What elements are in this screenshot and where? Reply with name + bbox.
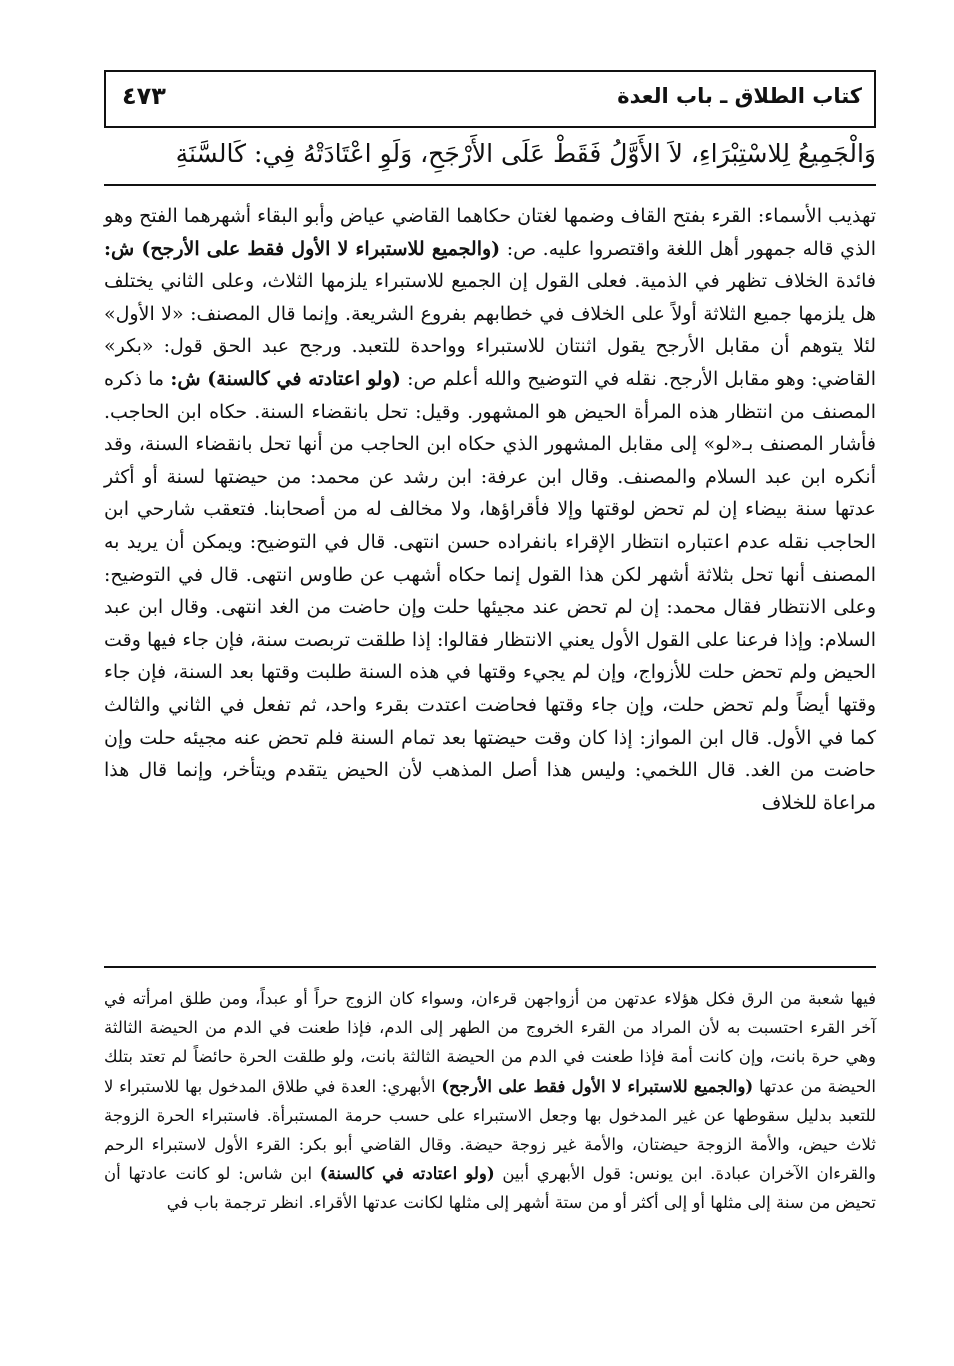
- page-header: [104, 70, 876, 128]
- commentary-text-2: فائدة الخلاف تظهر في الذمية. فعلى القول إن الجميع للاستبراء يلزمها الثلاث، وعلى الثاني يختلف هل يلزمها جميع الثلاثة أولاً على الخلاف في خطابهم بفروع الشريعة. وإنما قال المصنف: «لا الأول» لئلا يتوهم أن مقابل الأرجح يقول اثنتان للاستبراء وواحدة للتعبد. ورجح عبد الحق قول: «بكر» القاضي: وهو مقابل الأرجح. نقله في التوضيح والله أعلم ص:: [104, 270, 876, 390]
- footnote-text-3: ابن شاس: لو كانت عادتها أن تحيض من سنة إلى مثلها أو إلى أكثر أو من ستة أشهر إلى مثلها لكانت عدتها الأقراء. انظر ترجمة باب في: [104, 1164, 876, 1213]
- running-title: كتاب الطلاق ـ باب العدة: [617, 84, 862, 108]
- commentary-text-3: ما ذكره المصنف من انتظار هذه المرأة الحيض هو المشهور. وقيل: تحل بانقضاء السنة. حكاه ابن الحاجب. فأشار المصنف بـ«لو» إلى مقابل المشهور الذي حكاه ابن الحاجب من أنها تحل بانقضاء السنة، وقد أنكره ابن عبد السلام والمصنف. وقال ابن عرفة: ابن رشد عن محمد: من حيضتها لسنة أو أكثر عدتها سنة بيضاء إن لم تحض لوقتها وإلا فأقراؤها، ولا مخالف له من أصحابنا. فتعقب شارحي ابن الحاجب نقله عدم اعتباره انتظار الإقراء بانفراده حسن انتهى. قال في التوضيح: ويمكن أن يريد به المصنف أنها تحل بثلاثة أشهر لكن هذا القول إنما حكاه أشهب عن طاوس انتهى. قال في التوضيح: وعلى الانتظار فقال محمد: إن لم تحض عند مجيئها حلت وإن حاضت من الغد انتهى. وقال ابن عبد السلام: وإذا فرعنا على القول الأول يعني الانتظار فقالوا: إذا طلقت تربصت سنة، فإن جاء فيها وقت الحيض ولم تحض حلت للأزواج، وإن لم يجيء وقتها في هذه السنة طلبت وقتها بعد السنة، فإن جاء وقتها أيضاً ولم تحض حلت، وإن جاء وقتها فحاضت اعتدت بقرء واحد، ثم تفعل في الثاني والثالث كما في الأول. قال ابن المواز: إذا كان وقت حيضتها بعد تمام السنة فلم تحض عنه مجيئه حلت وإن حاضت من الغد. قال اللخمي: وليس هذا أصل المذهب لأن الحيض يتقدم ويتأخر، وإنما قال هذا مراعاة للخلاف: [104, 367, 876, 814]
- commentary-quote-2: (ولو اعتادته في كالسنة) ش:: [170, 367, 401, 390]
- divider-top: [104, 184, 876, 186]
- commentary-text-1: تهذيب الأسماء: القرء بفتح القاف وضمها لغتان حكاهما القاضي عياض وأبو البقاء أشهرهما الفتح وهو الذي قاله جمهور أهل اللغة واقتصروا عليه. ص:: [104, 205, 876, 260]
- footnote-body: [104, 984, 876, 1218]
- matn-text: وَالْجَمِيعُ لِلاسْتِبْرَاءِ، لاَ الأَوَّلُ فَقَطْ عَلَى الأَرْجَحِ، وَلَوِ اعْتَادَتْهُ فِي: كَالسَّنَةِ: [175, 139, 876, 168]
- commentary-body: [104, 200, 876, 819]
- footnote-quote-2: (ولو اعتادته في كالسنة): [319, 1164, 495, 1184]
- footnote-quote-1: (والجميع للاستبراء لا الأول فقط على الأرجح): [441, 1076, 754, 1096]
- footnote-text-2: الأبهري: العدة في طلاق المدخول بها للاستبراء لا للتعبد بدليل سقوطها عن غير المدخول بها وجعل الاستبراء على حسب حرمة المستبرأة. فاستبراء الحرة الزوجة ثلاث حيض، والأمة الزوجة حيضتان، والأمة غير زوجة حيضة. وقال القاضي أبو بكر: القرء الأول لاستبراء الرحم والقرءان الآخران عبادة. ابن يونس: قول الأبهري أبين: [104, 1076, 876, 1184]
- commentary-quote-1: (والجميع للاستبراء لا الأول فقط على الأرجح) ش:: [104, 237, 501, 260]
- footnote-text-1: فيها شعبة من الرق فكل هؤلاء عدتهن من أزواجهن قرءان، وسواء كان الزوج حراً أو عبداً، ومن طلق امرأته في آخر القرء احتسبت به لأن المراد من القرء الخروج من الطهر إلى الدم، فإذا طعنت في الدم من الحيضة الثالثة وهي حرة بانت، وإن كانت أمة فإذا طعنت في الدم من الحيضة الثالثة بانت، ولو طلقت الحرة حائضاً لم تعتد بتلك الحيضة من عدتها: [104, 989, 877, 1096]
- divider-footnote: [104, 966, 876, 968]
- page-number: ٤٧٣: [122, 82, 166, 110]
